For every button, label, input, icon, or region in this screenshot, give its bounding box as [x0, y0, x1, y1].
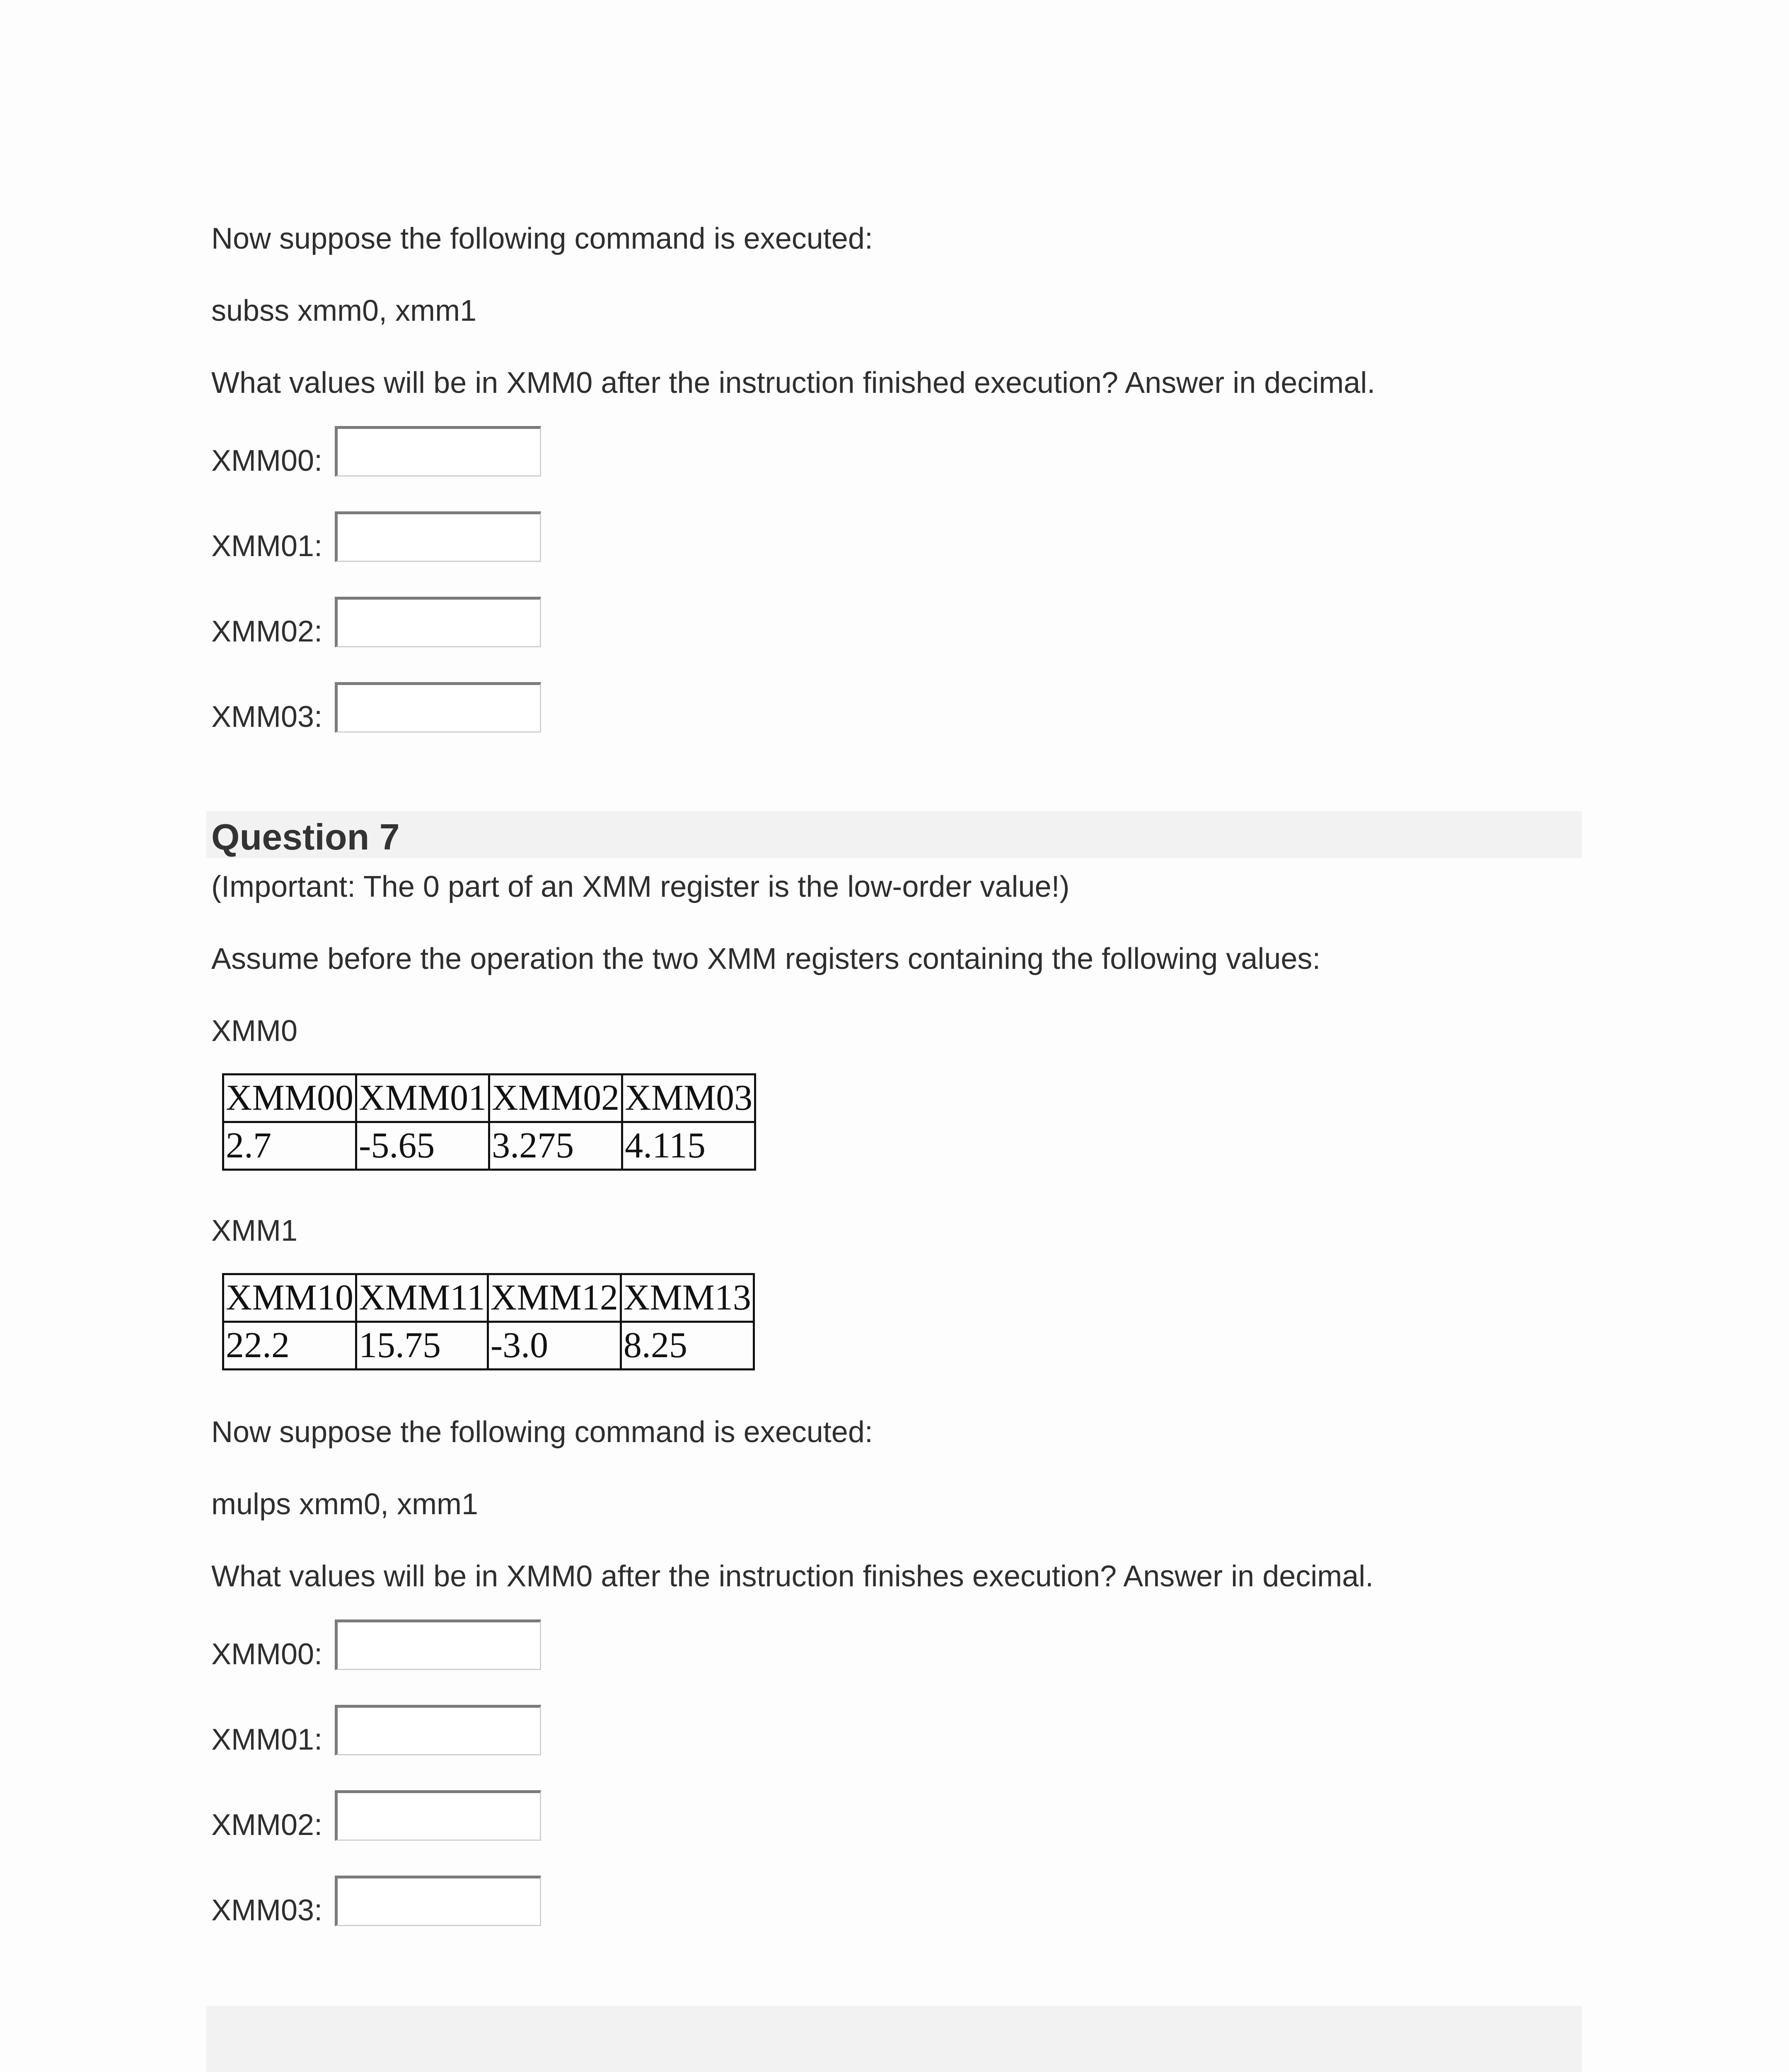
xmm0-header-cell: XMM00	[223, 1075, 356, 1122]
q6-field-xmm01-label: XMM01:	[211, 530, 323, 563]
xmm0-header-cell: XMM03	[622, 1075, 755, 1122]
xmm1-header-cell: XMM13	[621, 1274, 754, 1322]
q6-field-xmm00-label: XMM00:	[211, 444, 323, 477]
q7-note-text: (Important: The 0 part of an XMM register is the low-order value!)	[211, 870, 1070, 903]
question-7-header	[206, 811, 1582, 858]
q6-xmm02-input[interactable]	[335, 597, 541, 647]
q7-command-text: mulps xmm0, xmm1	[211, 1488, 479, 1521]
xmm1-value-cell: 8.25	[621, 1322, 754, 1370]
xmm0-value-cell: 2.7	[223, 1122, 356, 1170]
xmm0-table	[222, 1073, 756, 1171]
xmm1-value-cell: -3.0	[488, 1322, 621, 1370]
xmm0-header-cell: XMM02	[489, 1075, 622, 1122]
xmm0-header-row	[223, 1075, 755, 1122]
xmm1-header-cell: XMM11	[356, 1274, 488, 1322]
q6-xmm03-input[interactable]	[335, 682, 541, 733]
xmm1-header-cell: XMM12	[488, 1274, 621, 1322]
xmm1-header-cell: XMM10	[223, 1274, 356, 1322]
q6-prompt-text: What values will be in XMM0 after the instruction finished execution? Answer in decimal.	[211, 366, 1376, 399]
xmm0-value-cell: -5.65	[356, 1122, 489, 1170]
xmm1-value-row	[223, 1322, 754, 1370]
q7-field-xmm00-label: XMM00:	[211, 1638, 323, 1671]
q7-field-xmm02-label: XMM02:	[211, 1808, 323, 1842]
q7-xmm01-input[interactable]	[335, 1705, 541, 1755]
xmm1-value-cell: 15.75	[356, 1322, 488, 1370]
q7-assume-text: Assume before the operation the two XMM registers containing the following values:	[211, 942, 1321, 975]
q7-field-xmm03-label: XMM03:	[211, 1894, 323, 1927]
xmm1-header-row	[223, 1274, 754, 1322]
xmm1-value-cell: 22.2	[223, 1322, 356, 1370]
xmm0-value-row	[223, 1122, 755, 1170]
question-7-title: Question 7	[211, 816, 400, 857]
q6-xmm01-input[interactable]	[335, 511, 541, 562]
q6-intro-text: Now suppose the following command is executed:	[211, 222, 873, 255]
q7-field-xmm01-label: XMM01:	[211, 1723, 323, 1756]
xmm1-label: XMM1	[211, 1214, 298, 1247]
q7-xmm02-input[interactable]	[335, 1790, 541, 1841]
xmm0-header-cell: XMM01	[356, 1075, 489, 1122]
xmm1-table	[222, 1273, 755, 1370]
q7-xmm00-input[interactable]	[335, 1619, 541, 1670]
xmm0-label: XMM0	[211, 1014, 298, 1048]
q6-field-xmm03-label: XMM03:	[211, 700, 323, 733]
q6-field-xmm02-label: XMM02:	[211, 615, 323, 648]
xmm0-value-cell: 4.115	[622, 1122, 755, 1170]
q6-command-text: subss xmm0, xmm1	[211, 294, 477, 327]
q7-intro-text: Now suppose the following command is executed:	[211, 1416, 873, 1449]
xmm0-value-cell: 3.275	[489, 1122, 622, 1170]
q7-xmm03-input[interactable]	[335, 1876, 541, 1926]
q7-prompt-text: What values will be in XMM0 after the instruction finishes execution? Answer in decimal.	[211, 1560, 1374, 1593]
next-question-header	[206, 2006, 1582, 2072]
q6-xmm00-input[interactable]	[335, 426, 541, 477]
